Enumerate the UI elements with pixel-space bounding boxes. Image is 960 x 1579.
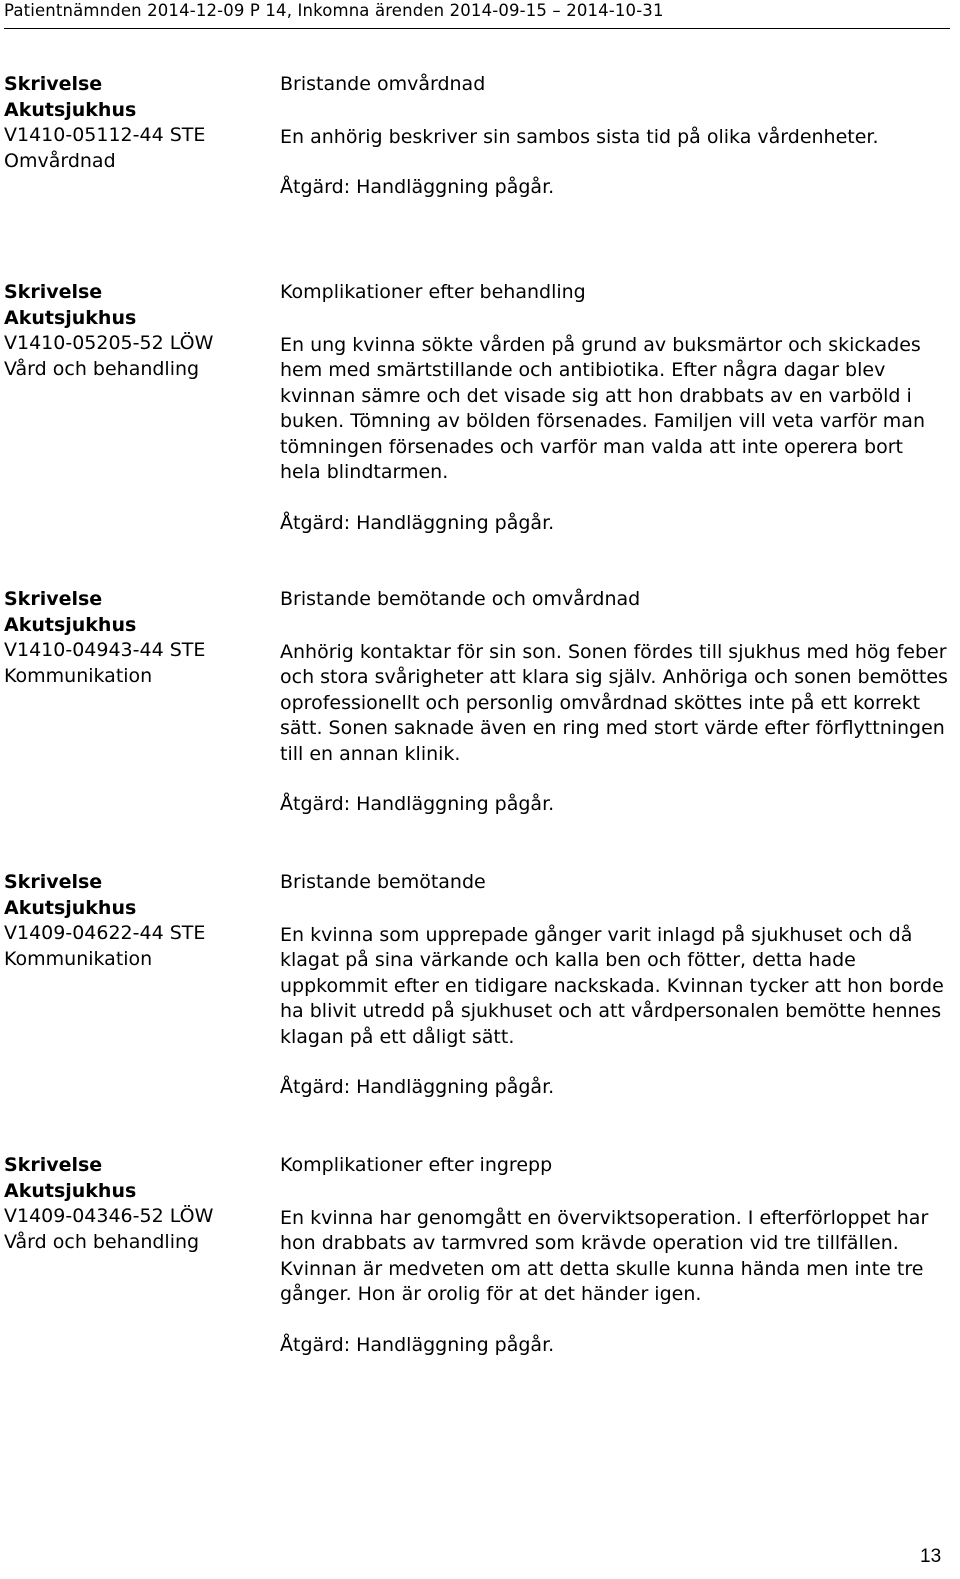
case-meta [4, 870, 266, 972]
case-id: V1409-04346-52 LÖW [4, 1205, 214, 1227]
case-description: Anhörig kontaktar för sin son. Sonen fördes till sjukhus med hög feber och stora svårigheter att klara sig själv. Anhöriga och sonen bemöttes oprofessionellt och personlig omvårdnad sköttes inte på ett korrekt sätt. Sonen saknade även en ring med stort värde efter förflyttningen till en annan klinik. [280, 640, 948, 765]
case-meta [4, 72, 266, 174]
case-body [280, 72, 948, 201]
case-action: Åtgärd: Handläggning pågår. [280, 793, 555, 815]
case-meta [4, 280, 266, 382]
case-type: Skrivelse [4, 1154, 103, 1176]
case-body [280, 280, 948, 536]
case-description: En anhörig beskriver sin sambos sista tid på olika vårdenheter. [280, 125, 879, 148]
case-description: En kvinna har genomgått en överviktsoperation. I efterförloppet har hon drabbats av tarmvred som krävde operation vid tre tillfällen. Kvinnan är medveten om att detta skulle kunna hända men inte tre gånger. Hon är orolig för at det händer igen. [280, 1206, 929, 1305]
case-id: V1410-05112-44 STE [4, 124, 206, 146]
case-title: Bristande bemötande [280, 871, 486, 893]
header-text: Patientnämnden 2014-12-09 P 14, Inkomna ärenden 2014-09-15 – 2014-10-31 [4, 1, 664, 20]
case-description: En ung kvinna sökte vården på grund av buksmärtor och skickades hem med smärtstillande och antibiotika. Efter några dagar blev kvinnan sämre och det visade sig att hon drabbats av en varböld i buken. Tömning av bölden försenades. Familjen vill veta varför man tömningen försenades och varför man valda att inte operera bort hela blindtarmen. [280, 333, 925, 483]
case-category: Kommunikation [4, 947, 153, 970]
case-body [280, 1153, 948, 1358]
case-id: V1410-04943-44 STE [4, 639, 206, 661]
case-body [280, 587, 948, 818]
case-category: Omvårdnad [4, 149, 116, 172]
case-title: Bristande bemötande och omvårdnad [280, 588, 641, 610]
case-meta [4, 1153, 266, 1255]
case-title: Bristande omvårdnad [280, 73, 486, 95]
case-category: Vård och behandling [4, 1230, 200, 1253]
case-meta [4, 587, 266, 689]
case-unit: Akutsjukhus [4, 306, 137, 329]
case-category: Vård och behandling [4, 357, 200, 380]
case-description: En kvinna som upprepade gånger varit inlagd på sjukhuset och då klagat på sina värkande och kalla ben och fötter, detta hade uppkommit efter en tidigare nackskada. Kvinnan tycker att hon borde ha blivit utredd på sjukhuset och att vårdpersonalen bemötte hennes klagan på ett dåligt sätt. [280, 923, 944, 1048]
case-type: Skrivelse [4, 588, 103, 610]
case-action: Åtgärd: Handläggning pågår. [280, 511, 555, 534]
case-action: Åtgärd: Handläggning pågår. [280, 1333, 555, 1356]
case-type: Skrivelse [4, 281, 103, 303]
page-header [4, 0, 950, 29]
case-unit: Akutsjukhus [4, 98, 137, 121]
case-id: V1410-05205-52 LÖW [4, 332, 214, 354]
case-id: V1409-04622-44 STE [4, 922, 206, 944]
case-unit: Akutsjukhus [4, 896, 137, 919]
case-action: Åtgärd: Handläggning pågår. [280, 1076, 555, 1098]
case-body [280, 870, 948, 1101]
case-category: Kommunikation [4, 664, 153, 687]
page-number: 13 [920, 1546, 942, 1567]
case-unit: Akutsjukhus [4, 613, 137, 636]
case-unit: Akutsjukhus [4, 1179, 137, 1202]
case-action: Åtgärd: Handläggning pågår. [280, 176, 555, 198]
case-title: Komplikationer efter ingrepp [280, 1154, 553, 1176]
case-type: Skrivelse [4, 871, 103, 893]
case-type: Skrivelse [4, 73, 103, 95]
case-title: Komplikationer efter behandling [280, 281, 586, 303]
